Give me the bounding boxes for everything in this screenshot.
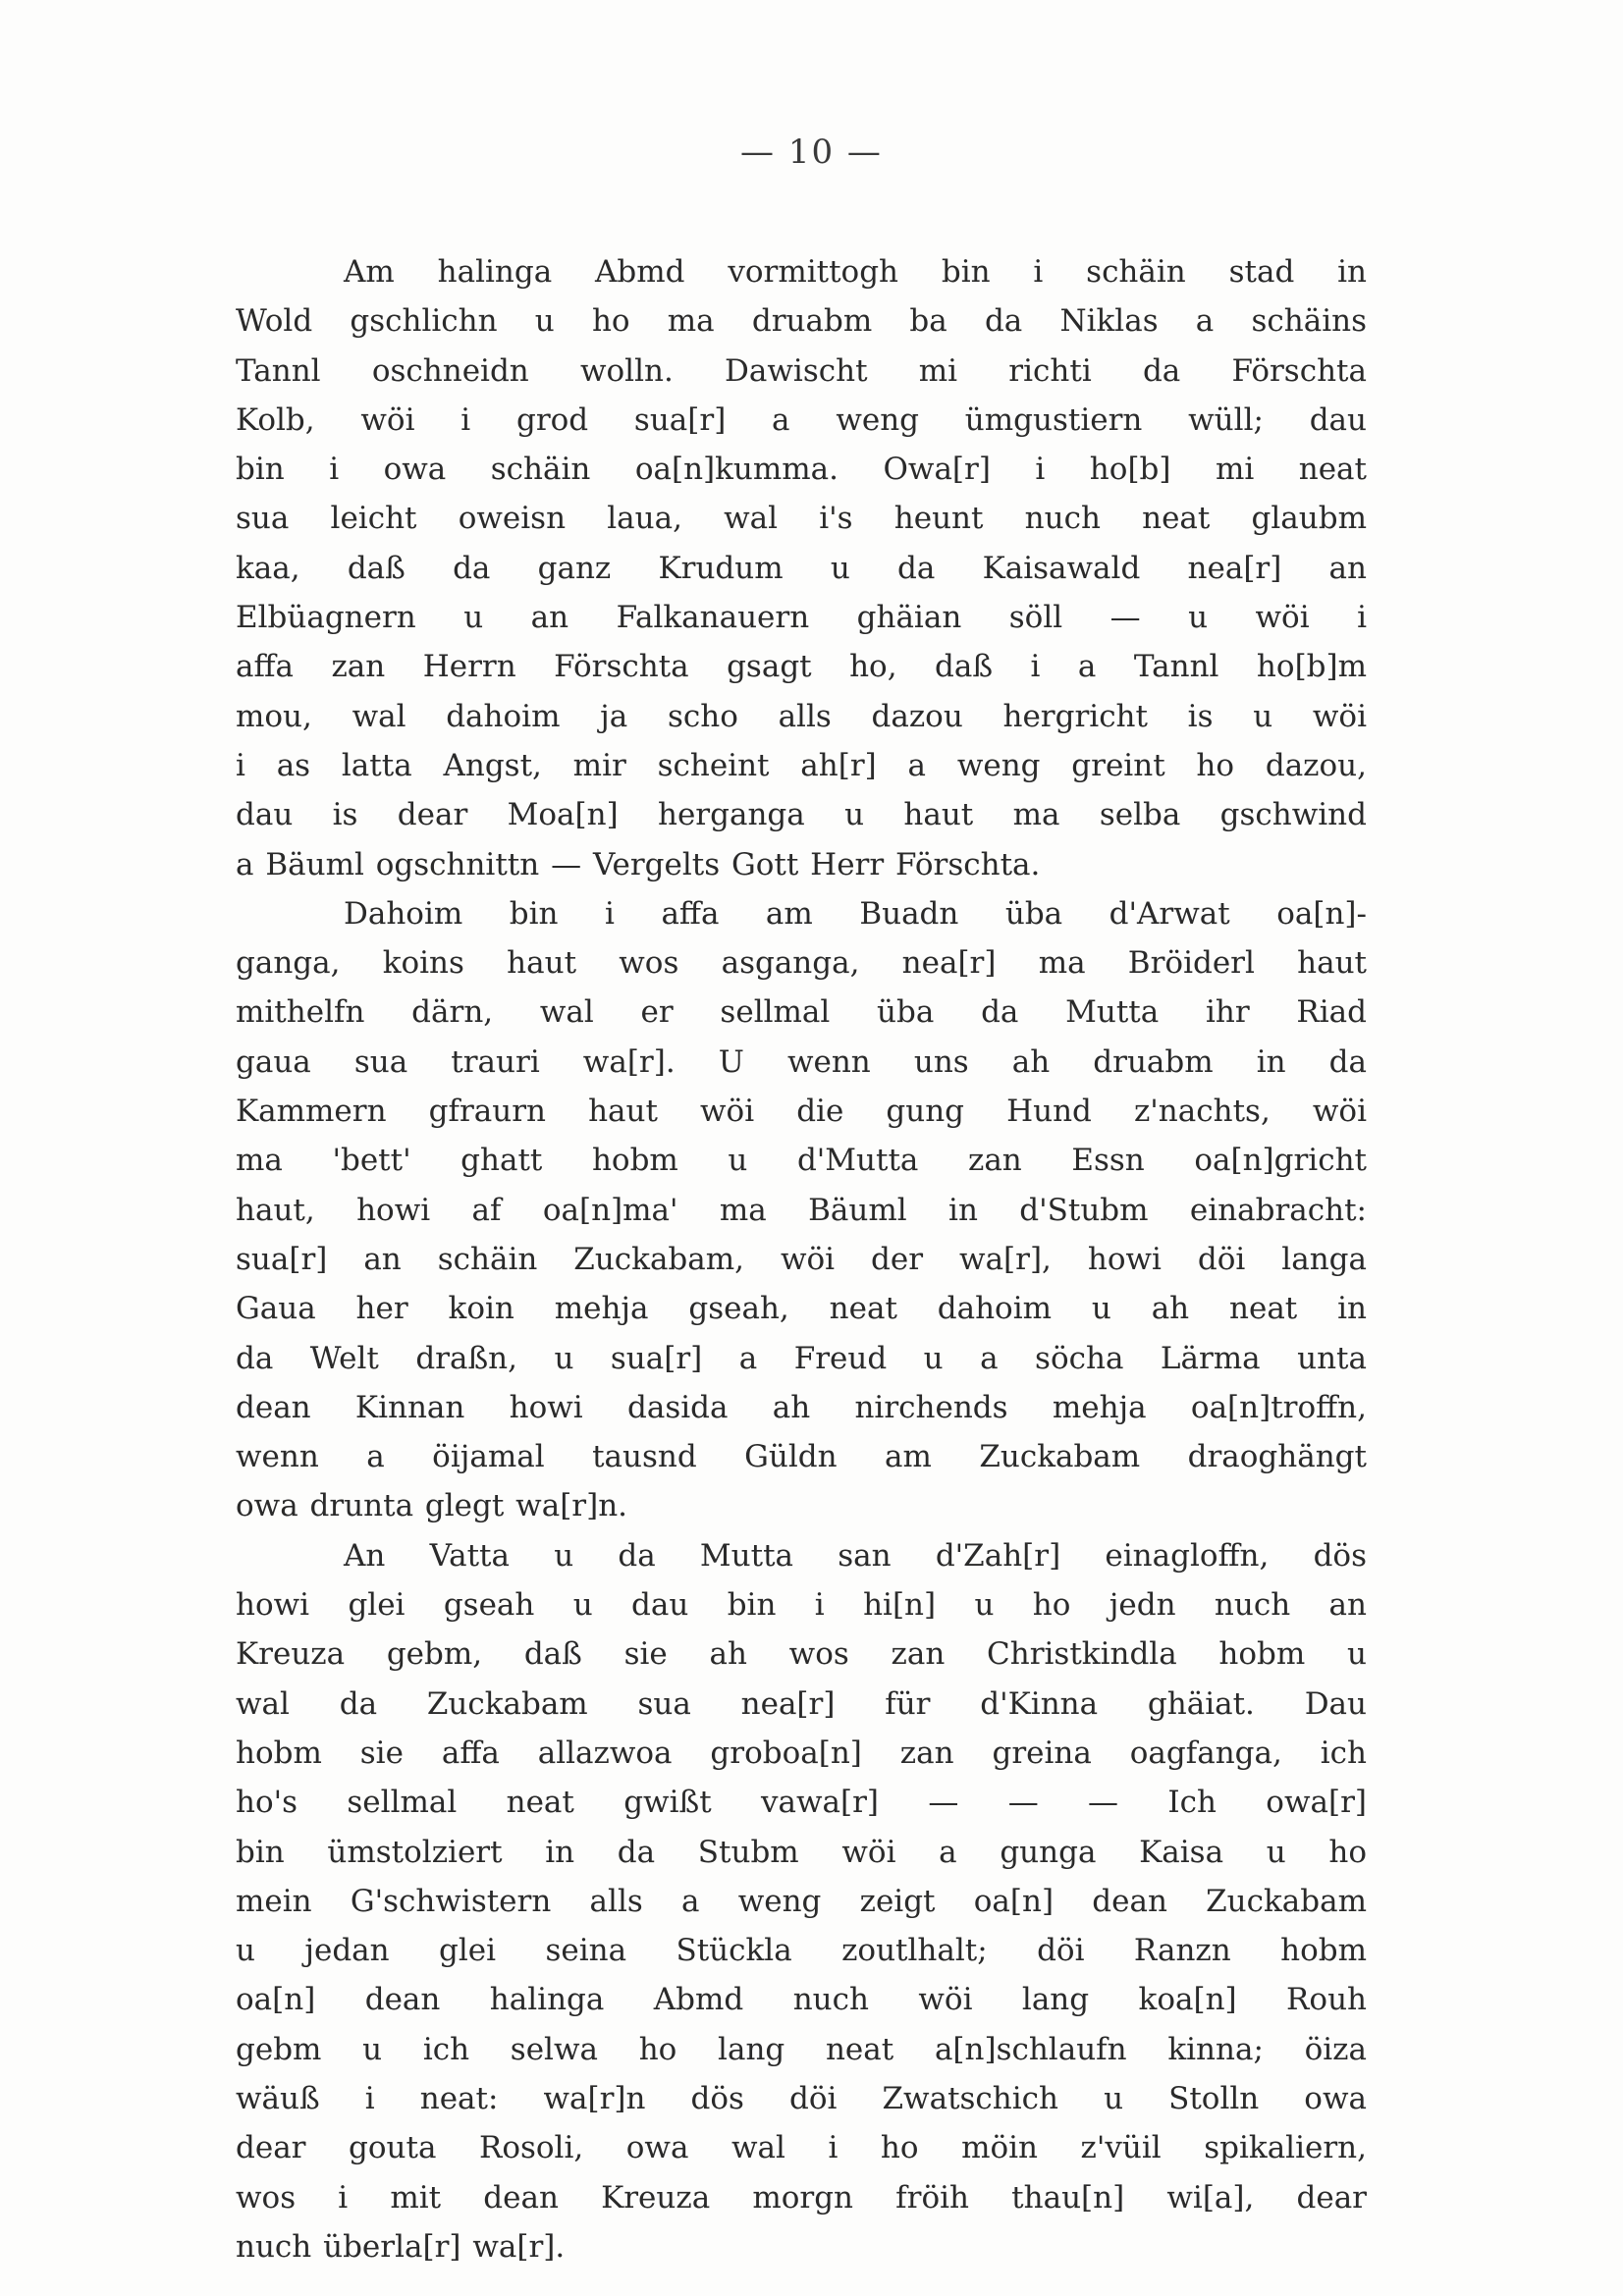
text-line: dear gouta Rosoli, owa wal i ho möin z'vüil spikaliern, bbox=[236, 2130, 1367, 2166]
text-line: Tannl oschneidn wolln. Dawischt mi richti da Förschta bbox=[236, 352, 1367, 389]
text-line: nuch überla[r] wa[r]. bbox=[236, 2228, 566, 2265]
text-line: dean Kinnan howi dasida ah nirchends mehja oa[n]troffn, bbox=[236, 1389, 1367, 1425]
text-line: mein G'schwistern alls a weng zeigt oa[n] dean Zuckabam bbox=[236, 1883, 1367, 1919]
text-line: ganga, koins haut wos asganga, nea[r] ma Bröiderl haut bbox=[236, 945, 1367, 982]
text-line: da Welt draßn, u sua[r] a Freud u a söcha Lärma unta bbox=[236, 1340, 1367, 1376]
text-line: howi glei gseah u dau bin i hi[n] u ho jedn nuch an bbox=[236, 1587, 1367, 1624]
text-line: ho's sellmal neat gwißt vawa[r] — — — Ich owa[r] bbox=[236, 1785, 1367, 1821]
text-line: Gaua her koin mehja gseah, neat dahoim u ah neat in bbox=[236, 1291, 1367, 1327]
text-line: Kammern gfraurn haut wöi die gung Hund z'nachts, wöi bbox=[236, 1094, 1367, 1130]
text-line: wäuß i neat: wa[r]n dös döi Zwatschich u Stolln owa bbox=[236, 2080, 1367, 2116]
text-line: affa zan Herrn Förschta gsagt ho, daß i a Tannl ho[b]m bbox=[236, 649, 1367, 685]
text-line: bin ümstolziert in da Stubm wöi a gunga Kaisa u ho bbox=[236, 1834, 1367, 1870]
text-line: Am halinga Abmd vormittogh bin i schäin stad in bbox=[344, 254, 1367, 290]
text-line: Kolb, wöi i grod sua[r] a weng ümgustiern wüll; dau bbox=[236, 401, 1367, 438]
text-line: gebm u ich selwa ho lang neat a[n]schlaufn kinna; öiza bbox=[236, 2031, 1367, 2067]
text-line: owa drunta glegt wa[r]n. bbox=[236, 1488, 628, 1524]
text-line: haut, howi af oa[n]ma' ma Bäuml in d'Stubm einabracht: bbox=[236, 1192, 1367, 1228]
body-text bbox=[236, 247, 1367, 2271]
text-line: wos i mit dean Kreuza morgn fröih thau[n] wi[a], dear bbox=[236, 2179, 1367, 2216]
text-line: sua leicht oweisn laua, wal i's heunt nuch neat glaubm bbox=[236, 501, 1367, 537]
page-number: — 10 — bbox=[740, 133, 883, 172]
text-line: An Vatta u da Mutta san d'Zah[r] einagloffn, dös bbox=[344, 1537, 1367, 1574]
text-line: hobm sie affa allazwoa groboa[n] zan greina oagfanga, ich bbox=[236, 1735, 1367, 1771]
text-line: Elbüagnern u an Falkanauern ghäian söll — u wöi i bbox=[236, 600, 1367, 636]
text-line: bin i owa schäin oa[n]kumma. Owa[r] i ho[b] mi neat bbox=[236, 452, 1367, 488]
text-line: oa[n] dean halinga Abmd nuch wöi lang koa[n] Rouh bbox=[236, 1982, 1367, 2018]
text-line: sua[r] an schäin Zuckabam, wöi der wa[r], howi döi langa bbox=[236, 1241, 1367, 1277]
text-line: mou, wal dahoim ja scho alls dazou hergricht is u wöi bbox=[236, 698, 1367, 734]
text-line: ma 'bett' ghatt hobm u d'Mutta zan Essn oa[n]gricht bbox=[236, 1143, 1367, 1179]
text-line: wenn a öijamal tausnd Güldn am Zuckabam draoghängt bbox=[236, 1439, 1367, 1475]
text-line: Wold gschlichn u ho ma druabm ba da Niklas a schäins bbox=[236, 303, 1367, 340]
text-line: Kreuza gebm, daß sie ah wos zan Christkindla hobm u bbox=[236, 1636, 1367, 1673]
text-line: a Bäuml ogschnittn — Vergelts Gott Herr Förschta. bbox=[236, 846, 1041, 882]
text-line: wal da Zuckabam sua nea[r] für d'Kinna ghäiat. Dau bbox=[236, 1685, 1367, 1722]
text-line: mithelfn därn, wal er sellmal üba da Mutta ihr Riad bbox=[236, 994, 1367, 1031]
text-line: u jedan glei seina Stückla zoutlhalt; döi Ranzn hobm bbox=[236, 1933, 1367, 1969]
text-line: i as latta Angst, mir scheint ah[r] a weng greint ho dazou, bbox=[236, 747, 1367, 783]
text-line: kaa, daß da ganz Krudum u da Kaisawald nea[r] an bbox=[236, 550, 1367, 586]
text-line: Dahoim bin i affa am Buadn üba d'Arwat oa[n]- bbox=[344, 895, 1367, 932]
text-line: dau is dear Moa[n] herganga u haut ma selba gschwind bbox=[236, 797, 1367, 833]
text-line: gaua sua trauri wa[r]. U wenn uns ah druabm in da bbox=[236, 1043, 1367, 1080]
